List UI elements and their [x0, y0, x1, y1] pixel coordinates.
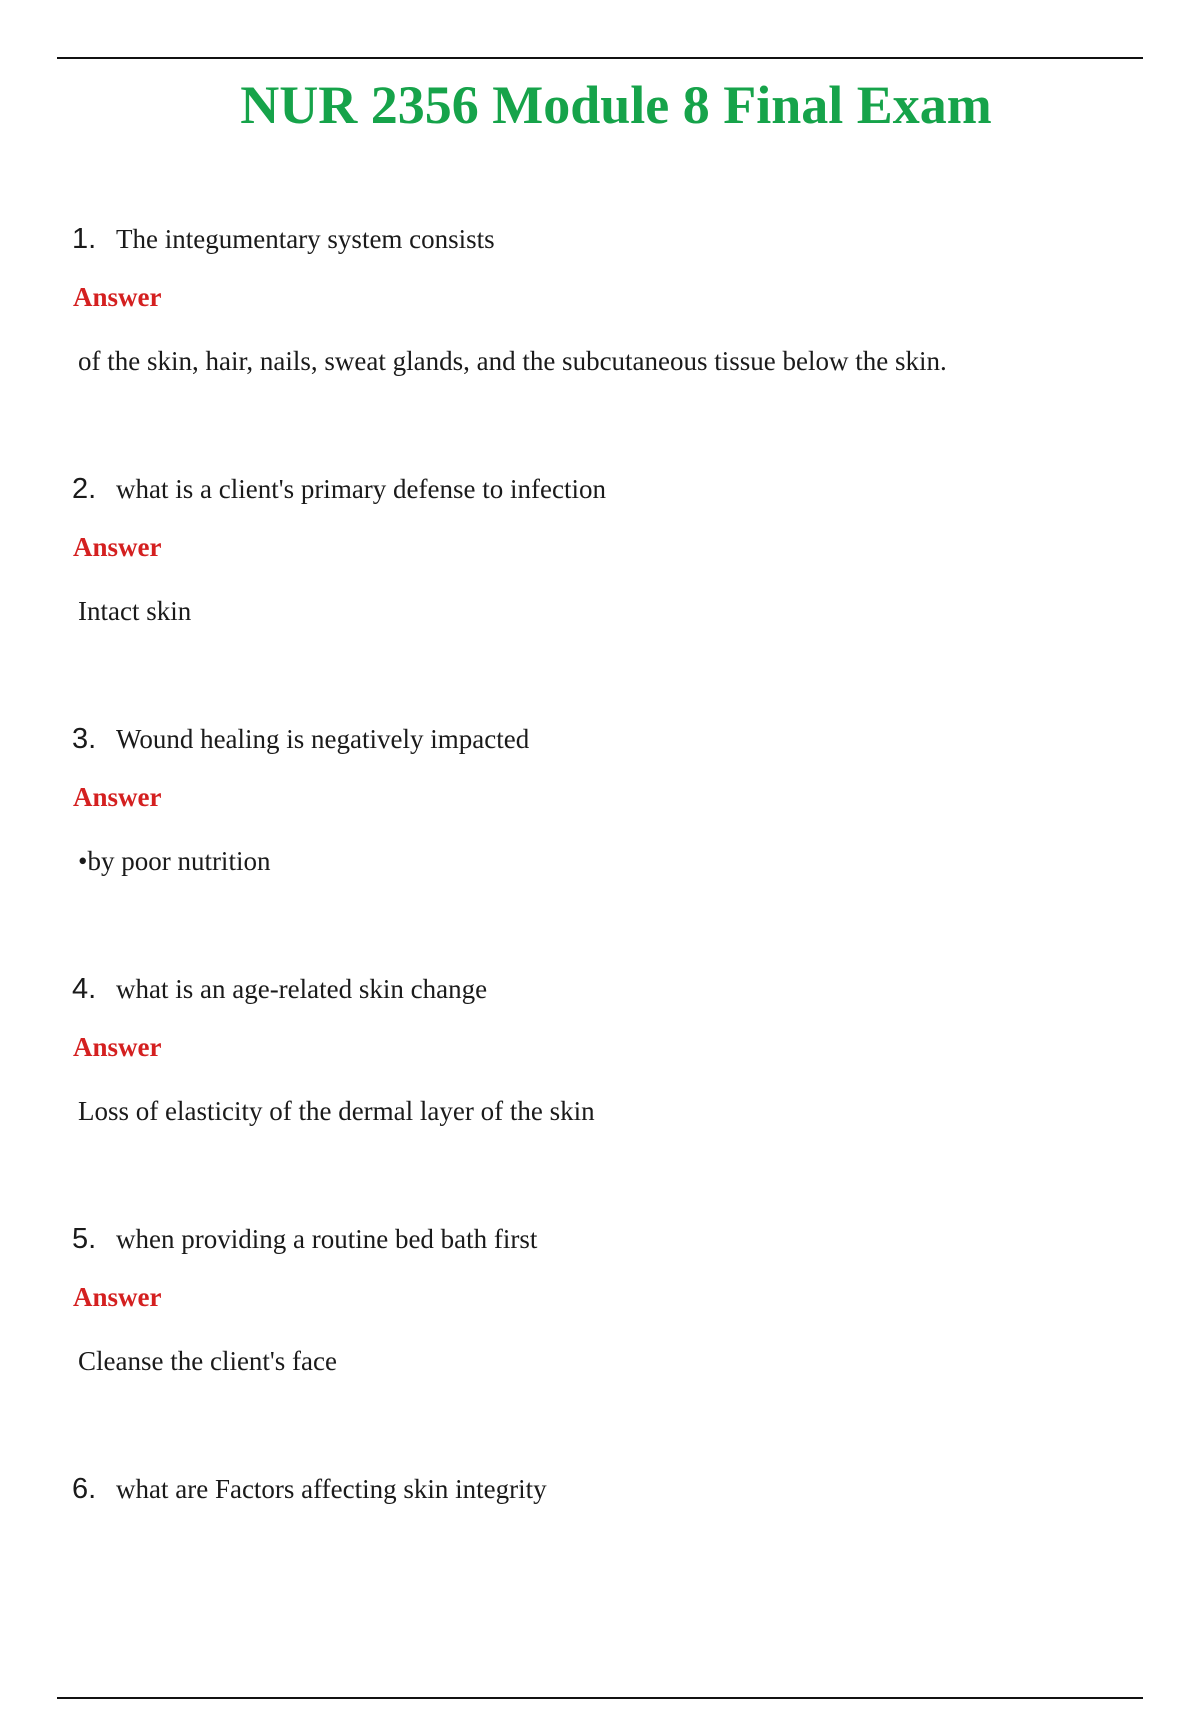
question-row	[72, 1464, 547, 1514]
answer-label: Answer	[73, 532, 162, 562]
top-divider	[57, 57, 1143, 59]
question-item-6	[0, 1464, 1200, 1714]
page-title: NUR 2356 Module 8 Final Exam	[240, 75, 992, 135]
question-item-5	[0, 1214, 1200, 1464]
question-number: 5.	[72, 1222, 97, 1255]
question-row	[72, 964, 487, 1014]
question-item-4	[0, 964, 1200, 1214]
bottom-divider	[57, 1697, 1143, 1699]
question-item-1	[0, 214, 1200, 464]
question-text: when providing a routine bed bath first	[116, 1223, 538, 1254]
answer-label: Answer	[73, 282, 162, 312]
question-number: 3.	[72, 722, 97, 755]
question-row	[72, 464, 606, 514]
answer-text: Cleanse the client's face	[78, 1346, 337, 1376]
answer-label: Answer	[73, 782, 162, 812]
question-number: 6.	[72, 1472, 97, 1505]
question-row	[72, 1214, 537, 1264]
answer-text: of the skin, hair, nails, sweat glands, and the subcutaneous tissue below the skin.	[78, 346, 947, 376]
question-item-2	[0, 464, 1200, 714]
question-row	[72, 714, 529, 764]
answer-text: •by poor nutrition	[78, 846, 271, 876]
question-text: The integumentary system consists	[116, 223, 495, 254]
question-number: 2.	[72, 472, 97, 505]
question-text: what is an age-related skin change	[116, 973, 488, 1004]
answer-label: Answer	[73, 1032, 162, 1062]
answer-label: Answer	[73, 1282, 162, 1312]
question-text: what is a client's primary defense to infection	[116, 473, 606, 504]
question-list	[0, 214, 1200, 1714]
question-row	[72, 214, 495, 264]
question-item-3	[0, 714, 1200, 964]
answer-text: Loss of elasticity of the dermal layer of the skin	[78, 1096, 595, 1126]
question-number: 4.	[72, 972, 97, 1005]
question-text: what are Factors affecting skin integrity	[116, 1473, 547, 1504]
answer-text: Intact skin	[78, 596, 192, 626]
question-number: 1.	[72, 222, 97, 255]
question-text: Wound healing is negatively impacted	[116, 723, 530, 754]
